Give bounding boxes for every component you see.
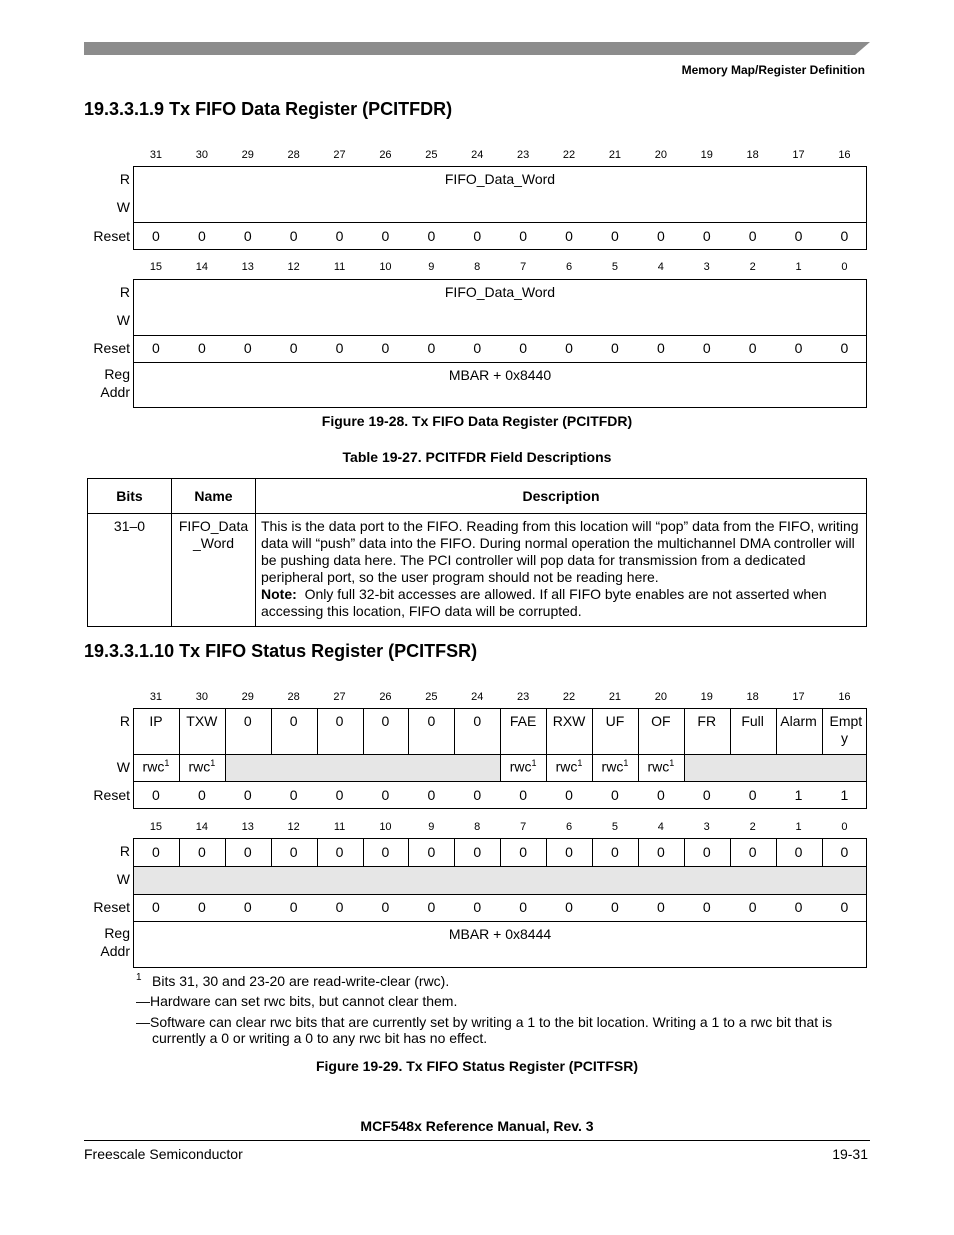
bit-divider — [638, 754, 639, 781]
reset-value: 0 — [473, 787, 482, 803]
description-text: This is the data port to the FIFO. Reading from this location will “pop” data from the FIFO, writing data will “push” data into the FIFO. During normal operation the multichannel DMA controller will be pushing data here. The PCI controller will pop data for transmission from a dedicated peripheral port, so the user program should not be reading here. — [261, 518, 859, 585]
r-bit-field: 0 — [289, 713, 298, 729]
row-label-reset: Reset — [93, 340, 130, 356]
r-bit-field: Alarm — [780, 713, 817, 729]
bit-number: 14 — [195, 261, 208, 273]
bit-number: 6 — [565, 821, 573, 833]
bit-number: 1 — [795, 261, 802, 273]
reset-value: 0 — [381, 228, 390, 244]
row-divider — [133, 866, 867, 867]
w-bit-label: rwc — [509, 758, 532, 775]
footnote-ref: 1 — [531, 758, 537, 768]
bit-number: 26 — [379, 691, 392, 703]
bit-number: 31 — [149, 691, 163, 703]
bit-number: 1 — [795, 821, 802, 833]
r-bit-field: 0 — [243, 713, 252, 729]
r-bit-field: 0 — [473, 844, 482, 860]
figure-caption: Figure 19-28. Tx FIFO Data Register (PCITFDR) — [321, 413, 633, 429]
bit-number: 23 — [517, 691, 530, 703]
bit-number: 15 — [149, 821, 163, 833]
bit-divider — [225, 708, 226, 754]
bit-number: 16 — [838, 691, 851, 703]
reset-value: 0 — [197, 899, 206, 915]
r-bit-field: 0 — [794, 844, 803, 860]
bit-divider — [317, 708, 318, 754]
footnote-text: Bits 31, 30 and 23-20 are read-write-clear (rwc). — [152, 973, 450, 989]
w-bit-label: rwc — [647, 758, 670, 775]
r-bit-field: IP — [149, 713, 163, 729]
reset-value: 0 — [152, 899, 160, 915]
reset-value: 0 — [152, 340, 160, 356]
bits-cell: 31–0 — [88, 514, 172, 627]
reset-value: 0 — [565, 340, 573, 356]
r-bit-field: 0 — [656, 844, 665, 860]
company-name: Freescale Semiconductor — [84, 1146, 243, 1162]
bit-number: 19 — [700, 691, 713, 703]
r-bit-field: 0 — [702, 844, 711, 860]
bit-divider — [179, 754, 180, 781]
r-bit-field: RXW — [552, 713, 586, 729]
bit-number: 13 — [241, 821, 254, 833]
header-bar — [0, 0, 954, 60]
bit-number: 6 — [565, 261, 573, 273]
row-label-addr: Addr — [100, 384, 130, 400]
bit-divider — [225, 754, 226, 781]
r-bit-field: 0 — [519, 844, 528, 860]
w-bit-label: rwc — [555, 758, 578, 775]
bit-number: 4 — [657, 821, 664, 833]
r-bit-field: 0 — [197, 844, 206, 860]
running-header: Memory Map/Register Definition — [681, 63, 865, 77]
bit-divider — [730, 708, 731, 754]
bit-divider — [638, 708, 639, 754]
reset-value: 0 — [656, 228, 665, 244]
reset-value: 0 — [519, 228, 528, 244]
reset-value: 0 — [611, 787, 619, 803]
row-label-w: W — [116, 759, 130, 775]
bit-number: 8 — [474, 821, 481, 833]
r-bit-field: 0 — [565, 844, 573, 860]
bit-number: 28 — [287, 149, 300, 161]
section-title: 19.3.3.1.10 Tx FIFO Status Register (PCITFSR) — [84, 641, 478, 661]
reset-value: 0 — [611, 899, 619, 915]
bit-number: 9 — [428, 261, 435, 273]
bit-divider — [822, 708, 823, 754]
figure-caption: Figure 19-29. Tx FIFO Status Register (PCITFSR) — [315, 1058, 639, 1074]
reset-value: 0 — [611, 340, 619, 356]
r-bit-field: 0 — [840, 844, 849, 860]
row-label-addr: Addr — [100, 943, 130, 959]
reset-value: 0 — [152, 787, 160, 803]
bit-number: 2 — [749, 261, 756, 273]
r-bit-field: 0 — [611, 844, 619, 860]
row-label-reset: Reset — [93, 899, 130, 915]
bit-divider — [546, 708, 547, 754]
reset-value: 0 — [243, 787, 252, 803]
bit-divider — [684, 754, 685, 781]
manual-title: MCF548x Reference Manual, Rev. 3 — [360, 1118, 594, 1134]
reset-value: 0 — [748, 228, 757, 244]
footnote-ref: 1 — [669, 758, 675, 768]
reset-value: 0 — [197, 228, 206, 244]
reset-value: 0 — [565, 787, 573, 803]
r-bit-field: Empt y — [829, 713, 863, 746]
reset-value: 0 — [748, 340, 757, 356]
row-label-w: W — [116, 199, 130, 215]
r-bit-field: FR — [697, 713, 717, 729]
bit-number: 19 — [700, 149, 713, 161]
bit-number: 21 — [608, 691, 622, 703]
row-label-reset: Reset — [93, 228, 130, 244]
reset-value: 0 — [702, 899, 711, 915]
bit-number: 20 — [654, 691, 667, 703]
bit-divider — [546, 754, 547, 781]
w-bit-label: rwc — [188, 758, 211, 775]
bit-number: 15 — [149, 261, 163, 273]
column-header: Description — [256, 479, 867, 514]
reset-value: 0 — [794, 228, 803, 244]
note-label: Note: — [261, 586, 297, 602]
row-label-r: R — [119, 713, 130, 729]
bit-divider — [684, 708, 685, 754]
reset-value: 0 — [473, 899, 482, 915]
bit-number: 7 — [520, 821, 527, 833]
bit-number: 29 — [241, 691, 254, 703]
bit-number: 27 — [333, 691, 346, 703]
bit-divider — [500, 754, 501, 781]
bit-number: 0 — [841, 261, 848, 273]
bit-number: 25 — [425, 691, 438, 703]
r-bit-field: 0 — [473, 713, 482, 729]
r-bit-field: 0 — [381, 844, 390, 860]
bit-number: 25 — [425, 149, 438, 161]
reset-value: 0 — [289, 228, 298, 244]
reset-value: 0 — [840, 899, 849, 915]
row-label-reset: Reset — [93, 787, 130, 803]
bit-divider — [408, 708, 409, 754]
reset-value: 0 — [656, 787, 665, 803]
bit-number: 2 — [749, 821, 756, 833]
reset-value: 1 — [840, 787, 849, 803]
footnote-marker: 1 — [136, 972, 142, 983]
reset-value: 0 — [565, 899, 573, 915]
bit-number: 22 — [562, 691, 576, 703]
reset-value: 0 — [565, 228, 573, 244]
reset-value: 0 — [748, 787, 757, 803]
footnote-ref: 1 — [164, 758, 170, 768]
footnote-ref: 1 — [210, 758, 216, 768]
bit-number: 23 — [517, 149, 530, 161]
reset-value: 0 — [197, 340, 206, 356]
row-label-w: W — [116, 871, 130, 887]
reset-value: 0 — [702, 228, 711, 244]
bit-number: 22 — [562, 149, 576, 161]
r-bit-field: OF — [651, 713, 671, 729]
bit-number: 31 — [149, 149, 163, 161]
bit-number: 24 — [471, 691, 484, 703]
bit-number: 7 — [520, 261, 527, 273]
reset-value: 0 — [289, 340, 298, 356]
description-cell — [256, 514, 867, 627]
r-bit-field: 0 — [335, 713, 344, 729]
bit-number: 18 — [746, 691, 759, 703]
bit-number: 17 — [792, 691, 805, 703]
bit-number: 10 — [379, 821, 392, 833]
footnote-text: —Software can clear rwc bits that are currently set by writing a 1 to the bit location. Writing a 1 to a rwc bit that is — [136, 1014, 833, 1030]
bit-divider — [776, 708, 777, 754]
reset-value: 0 — [243, 228, 252, 244]
reset-value: 0 — [381, 340, 390, 356]
name-cell: FIFO_Data _Word — [172, 514, 256, 627]
note-text: Only full 32-bit accesses are allowed. If all FIFO byte enables are not asserted when accessing this location, FIFO data will be corrupted. — [261, 586, 827, 619]
r-bit-field: 0 — [381, 713, 390, 729]
bit-number: 14 — [195, 821, 208, 833]
bit-number: 28 — [287, 691, 300, 703]
field-name: FIFO_Data_Word — [444, 284, 556, 300]
row-label-reg: Reg — [104, 925, 130, 941]
bit-number: 11 — [333, 821, 346, 833]
reset-value: 0 — [840, 228, 849, 244]
table-header-row — [88, 479, 867, 514]
reset-value: 1 — [794, 787, 803, 803]
reset-value: 0 — [611, 228, 619, 244]
bit-number: 17 — [792, 149, 805, 161]
reset-value: 0 — [335, 340, 344, 356]
bit-number: 30 — [195, 149, 208, 161]
row-label-w: W — [116, 312, 130, 328]
bit-number: 20 — [654, 149, 667, 161]
reset-value: 0 — [335, 899, 344, 915]
reset-value: 0 — [243, 899, 252, 915]
bit-number: 8 — [474, 261, 481, 273]
column-header: Name — [172, 479, 256, 514]
footnote-text: currently a 0 or writing a 0 to any rwc bit has no effect. — [152, 1030, 488, 1046]
reset-value: 0 — [519, 340, 528, 356]
r-bit-field: FAE — [509, 713, 537, 729]
row-label-r: R — [119, 171, 130, 187]
bit-number: 3 — [703, 261, 710, 273]
footnote-ref: 1 — [623, 758, 629, 768]
reg-addr-value: MBAR + 0x8444 — [448, 926, 552, 942]
footnote-ref: 1 — [577, 758, 583, 768]
bit-number: 26 — [379, 149, 392, 161]
bit-number: 29 — [241, 149, 254, 161]
r-bit-field: 0 — [335, 844, 344, 860]
r-bit-field: 0 — [748, 844, 757, 860]
bit-number: 0 — [841, 821, 848, 833]
reset-value: 0 — [702, 787, 711, 803]
reset-value: 0 — [289, 899, 298, 915]
bit-number: 5 — [611, 261, 618, 273]
bit-number: 21 — [608, 149, 622, 161]
reset-value: 0 — [473, 228, 482, 244]
bit-number: 11 — [333, 261, 346, 273]
bit-divider — [179, 708, 180, 754]
bit-number: 12 — [287, 261, 300, 273]
r-bit-field: 0 — [289, 844, 298, 860]
r-bit-field: Full — [741, 713, 764, 729]
field-description-table — [87, 478, 867, 627]
bit-number: 5 — [611, 821, 618, 833]
bit-number: 3 — [703, 821, 710, 833]
bit-divider — [500, 708, 501, 754]
row-label-r: R — [119, 284, 130, 300]
r-bit-field: UF — [605, 713, 625, 729]
reset-value: 0 — [794, 340, 803, 356]
reset-value: 0 — [152, 228, 160, 244]
reset-value: 0 — [335, 228, 344, 244]
reset-value: 0 — [656, 899, 665, 915]
reset-value: 0 — [427, 899, 436, 915]
table-row — [88, 514, 867, 627]
reset-value: 0 — [473, 340, 482, 356]
reset-value: 0 — [381, 787, 390, 803]
bit-number: 4 — [657, 261, 664, 273]
reset-value: 0 — [427, 787, 436, 803]
reset-value: 0 — [427, 228, 436, 244]
w-bit-label: rwc — [601, 758, 624, 775]
row-label-reg: Reg — [104, 366, 130, 382]
footer-rule — [84, 1140, 870, 1141]
page-number: 19-31 — [832, 1146, 868, 1162]
reset-value: 0 — [702, 340, 711, 356]
field-name: FIFO_Data_Word — [444, 171, 556, 187]
reset-value: 0 — [427, 340, 436, 356]
section-title: 19.3.3.1.9 Tx FIFO Data Register (PCITFDR) — [84, 99, 453, 119]
bit-number: 18 — [746, 149, 759, 161]
reset-value: 0 — [289, 787, 298, 803]
r-bit-field: 0 — [427, 844, 436, 860]
bit-number: 10 — [379, 261, 392, 273]
r-bit-field: 0 — [152, 844, 160, 860]
r-bit-field: 0 — [427, 713, 436, 729]
bit-number: 9 — [428, 821, 435, 833]
footnote-text: —Hardware can set rwc bits, but cannot clear them. — [136, 993, 458, 1009]
bit-number: 30 — [195, 691, 208, 703]
reset-value: 0 — [794, 899, 803, 915]
reset-value: 0 — [197, 787, 206, 803]
reset-value: 0 — [381, 899, 390, 915]
reset-value: 0 — [335, 787, 344, 803]
w-bit-label: rwc — [142, 758, 165, 775]
r-bit-field: 0 — [243, 844, 252, 860]
reset-value: 0 — [840, 340, 849, 356]
reset-value: 0 — [748, 899, 757, 915]
reset-value: 0 — [243, 340, 252, 356]
bit-divider — [271, 708, 272, 754]
reg-addr-value: MBAR + 0x8440 — [448, 367, 552, 383]
bit-divider — [454, 708, 455, 754]
reset-value: 0 — [519, 899, 528, 915]
reset-value: 0 — [519, 787, 528, 803]
bit-divider — [363, 708, 364, 754]
r-bit-field: TXW — [186, 713, 218, 729]
bit-number: 12 — [287, 821, 300, 833]
row-label-r: R — [119, 843, 130, 859]
bit-number: 24 — [471, 149, 484, 161]
bit-number: 13 — [241, 261, 254, 273]
bit-number: 27 — [333, 149, 346, 161]
column-header: Bits — [88, 479, 172, 514]
bit-divider — [592, 754, 593, 781]
reset-value: 0 — [656, 340, 665, 356]
bit-number: 16 — [838, 149, 851, 161]
table-caption: Table 19-27. PCITFDR Field Descriptions — [342, 449, 612, 465]
bit-divider — [592, 708, 593, 754]
